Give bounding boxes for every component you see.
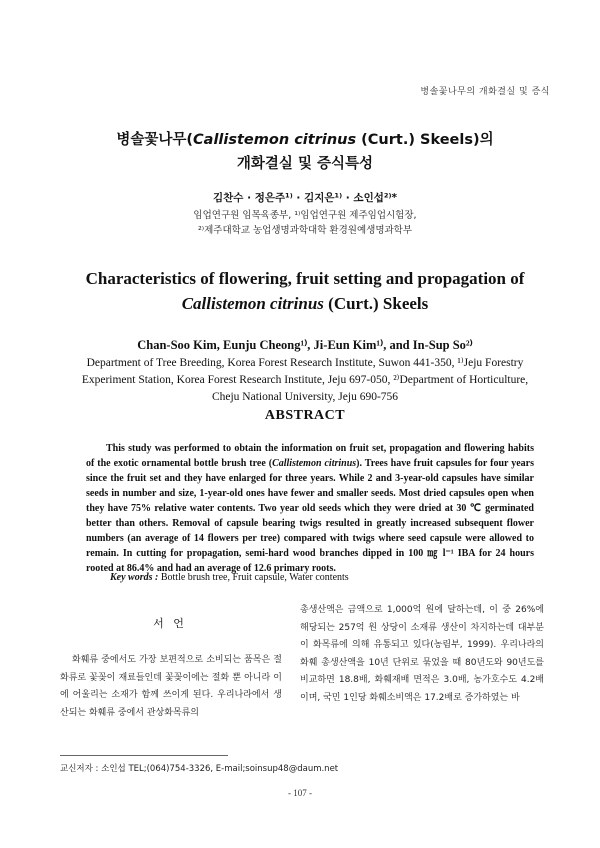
left-column-text: 화훼류 중에서도 가장 보편적으로 소비되는 품목은 절화류로 꽃꽂이 재료들인데 꽃꽂이에는 절화 뿐 아니라 이에 어울리는 소재가 함께 쓰이게 된다. 우리나라에서 생산되는 화훼류 중에서 관상화목류의 [60, 655, 282, 718]
footnote: 교신저자 : 소인섭 TEL;(064)754-3326, E-mail;soinsup48@daum.net [60, 764, 339, 774]
section-heading: 서 언 [153, 617, 187, 630]
abstract-part2: ). Trees have fruit capsules for four years since the fruit set and they have enlarged for three years. While 2 and 3-year-old capsules have similar seeds in number and size, 1-year-old ones have fewer and smaller seeds. Most dried capsules open when they have 75% relative water contents. Two year old seeds which they were dried at 30 ℃ germinated better than others. Removal of capsule bearing twigs resulted in greatly increased subsequent flower numbers (an average of 14 flowers per tree) compared with twigs where seed capsule were allowed to remain. In cutting for propagation, semi-hard wood branches dipped in 100 ㎎ l⁻¹ IBA for 24 hours rooted at 86.4% and had an average of 12.6 primary roots. [86, 458, 534, 574]
korean-affiliation-1: 임업연구원 임목육종부, ¹⁾임업연구원 제주임업시험장, [193, 210, 417, 221]
page-number: - 107 - [288, 788, 312, 798]
english-authors: Chan-Soo Kim, Eunju Cheong¹⁾, Ji-Eun Kim¹⁾, and In-Sup So²⁾ [137, 338, 473, 352]
korean-title-line1 [60, 128, 550, 152]
keywords-text: Bottle brush tree, Fruit capsule, Water contents [158, 572, 349, 583]
keywords-label: Key words : [110, 572, 159, 583]
korean-title-suffix: (Curt.) Skeels)의 [356, 132, 494, 148]
english-title-species: Callistemon citrinus [181, 294, 324, 313]
running-head: 병솔꽃나무의 개화결실 및 증식 [420, 87, 550, 97]
english-title-line1: Characteristics of flowering, fruit setting and propagation of [85, 269, 525, 288]
english-affiliation: Department of Tree Breeding, Korea Forest Research Institute, Suwon 441-350, ¹⁾Jeju Forestry Experiment Station, Korea Forest Research Institute, Jeju 697-050, ²⁾Department of Horticulture, Cheju National University, Jeju 690-756 [81, 357, 529, 403]
abstract-heading: ABSTRACT [264, 408, 346, 423]
korean-affiliation-2: ²⁾제주대학교 농업생명과학대학 환경원예생명과학부 [197, 225, 413, 236]
abstract-body [86, 441, 534, 576]
abstract-species: Callistemon citrinus [272, 458, 357, 469]
english-title-suffix: (Curt.) Skeels [323, 294, 429, 313]
right-column-text: 총생산액은 금액으로 1,000억 원에 달하는데, 이 중 26%에 해당되는 257억 원 상당이 소재류 생산이 차지하는데 대부분이 화목류에 의해 유통되고 있다(농림부, 1999). 우리나라의 화훼 총생산액을 10년 단위로 묶었을 때 80년도와 90년도를 비교하면 18.8배, 화훼재배 면적은 3.0배, 농가호수도 4.2배이며, 국민 1인당 화훼소비액은 17.2배로 증가하였는 바 [300, 605, 544, 703]
korean-title [60, 128, 550, 176]
korean-authors: 김찬수 · 정은주¹⁾ · 김지은¹⁾ · 소인섭²⁾* [213, 192, 397, 204]
footnote-rule [60, 755, 228, 756]
english-title [60, 266, 550, 316]
korean-title-species: Callistemon citrinus [193, 132, 357, 148]
english-title-line2 [60, 291, 550, 316]
keywords [110, 572, 530, 583]
korean-title-prefix: 병솔꽃나무( [116, 132, 194, 148]
abstract-part1: This study was performed to obtain the information on fruit set, propagation and flowering habits of the exotic ornamental bottle brush tree ( [86, 443, 534, 469]
korean-title-line2: 개화결실 및 증식특성 [236, 156, 374, 172]
